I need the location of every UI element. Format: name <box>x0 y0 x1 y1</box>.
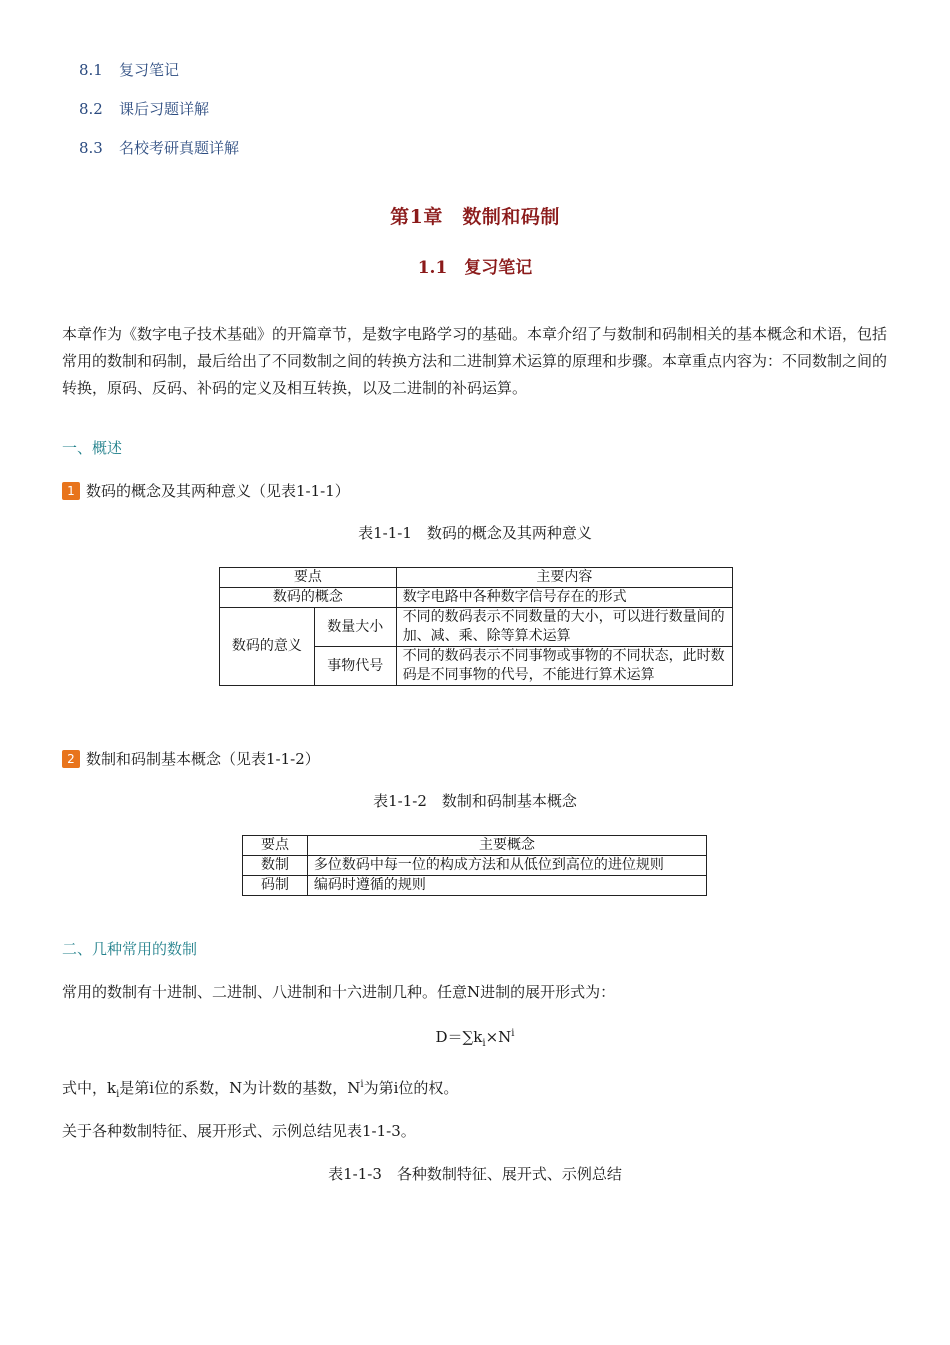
table-row <box>243 856 707 876</box>
toc-item-8-1[interactable] <box>79 59 179 80</box>
toc-label: 复习笔记 <box>119 61 180 79</box>
table-caption-2: 表1-1-2 数制和码制基本概念 <box>373 792 577 810</box>
toc-label: 名校考研真题详解 <box>119 139 240 157</box>
expansion-formula: $D=\sum k_i\times N^i$ <box>435 1028 515 1049</box>
header-cell: 主要概念 <box>307 836 706 856</box>
toc-number: 8.2 <box>79 100 103 118</box>
header-cell: 要点 <box>243 836 308 856</box>
table-header-row <box>243 836 707 856</box>
point-1 <box>62 480 350 501</box>
point-2 <box>62 748 320 769</box>
toc-number: 8.3 <box>79 139 103 157</box>
table-1-1-2 <box>242 835 707 896</box>
table-cell: 数制 <box>243 856 308 876</box>
formula-explanation: 式中，$k_i$是第i位的系数，N为计数的基数，$N^i$为第i位的权。 <box>62 1079 459 1100</box>
table-row <box>220 588 733 608</box>
header-cell: 要点 <box>220 568 397 588</box>
table-1-1-1 <box>219 567 733 686</box>
toc-item-8-2[interactable] <box>79 98 209 119</box>
point-text: 数制和码制基本概念（见表1-1-2） <box>86 750 320 768</box>
header-cell: 主要内容 <box>396 568 732 588</box>
heading-common-number-systems: 二、几种常用的数制 <box>62 940 198 958</box>
table-cell: 事物代号 <box>314 647 396 686</box>
table-cell: 数字电路中各种数字信号存在的形式 <box>396 588 732 608</box>
table-header-row <box>220 568 733 588</box>
table-cell: 编码时遵循的规则 <box>307 876 706 896</box>
point-text: 数码的概念及其两种意义（见表1-1-1） <box>86 482 350 500</box>
table-cell: 多位数码中每一位的构成方法和从低位到高位的进位规则 <box>307 856 706 876</box>
table-caption-3: 表1-1-3 各种数制特征、展开式、示例总结 <box>328 1165 622 1183</box>
toc-label: 课后习题详解 <box>119 100 210 118</box>
number-systems-paragraph: 常用的数制有十进制、二进制、八进制和十六进制几种。任意N进制的展开形式为： <box>62 983 616 1001</box>
table-row <box>220 608 733 647</box>
table-cell: 数码的意义 <box>220 608 315 686</box>
summary-reference-paragraph: 关于各种数制特征、展开形式、示例总结见表1-1-3。 <box>62 1122 416 1140</box>
section-title: 1.1 复习笔记 <box>417 258 533 278</box>
chapter-title: 第1章 数制和码制 <box>390 206 560 228</box>
toc-item-8-3[interactable] <box>79 137 239 158</box>
heading-overview: 一、概述 <box>62 439 123 457</box>
table-cell: 数量大小 <box>314 608 396 647</box>
number-badge: 2 <box>62 750 80 768</box>
number-badge: 1 <box>62 482 80 500</box>
toc-number: 8.1 <box>79 61 103 79</box>
table-cell: 不同的数码表示不同数量的大小，可以进行数量间的加、减、乘、除等算术运算 <box>396 608 732 647</box>
table-cell: 不同的数码表示不同事物或事物的不同状态，此时数码是不同事物的代号，不能进行算术运算 <box>396 647 732 686</box>
table-cell: 数码的概念 <box>220 588 397 608</box>
intro-paragraph: 本章作为《数字电子技术基础》的开篇章节，是数字电路学习的基础。本章介绍了与数制和码制相关的基本概念和术语，包括常用的数制和码制，最后给出了不同数制之间的转换方法和二进制算术运算的原理和步骤。本章重点内容为：不同数制之间的转换，原码、反码、补码的定义及相互转换，以及二进制的补码运算。 <box>62 325 888 397</box>
table-caption-1: 表1-1-1 数码的概念及其两种意义 <box>358 524 592 542</box>
table-row <box>243 876 707 896</box>
table-cell: 码制 <box>243 876 308 896</box>
